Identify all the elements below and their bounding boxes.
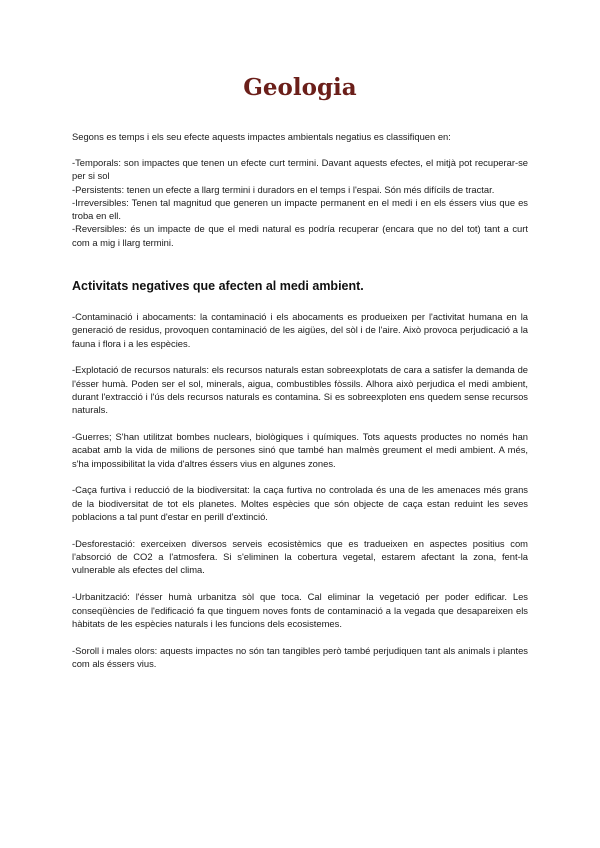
activity-desforestacio: -Desforestació: exerceixen diversos serveis ecosistèmics que es tradueixen en aspectes positius com l'absorció de CO2 a l'atmosfera. Si s'eliminen la cobertura vegetal, estarem afectant la zona, fent-la vulnerable als efectes del clima. [72,537,528,576]
activity-explotacio: -Explotació de recursos naturals: els recursos naturals estan sobreexplotats de cara a satisfer la demanda de l'ésser humà. Poden ser el sol, minerals, aigua, combustibles fòssils. Alhora això perjudica el medi ambient, durant l'extracció i l'ús dels recursos naturals es contamina. Si es sobreexploten ens quedem sense recursos naturals. [72,364,528,416]
intro-paragraph: Segons es temps i els seu efecte aquests impactes ambientals negatius es classifiquen en: [72,131,451,142]
activity-caca-furtiva: -Caça furtiva i reducció de la biodiversitat: la caça furtiva no controlada és una de les amenaces més grans de la biodiversitat de tot els planetes. Moltes espècies que són objecte de caça estan reduint les seves poblacions a tal punt d'estar en perill d'extinció. [72,484,528,523]
classification-list [72,156,528,249]
classification-persistents: -Persistents: tenen un efecte a llarg termini i duradors en el temps i l'espai. Són més difícils de tractar. [72,183,495,195]
classification-temporals: -Temporals: son impactes que tenen un efecte curt termini. Davant aquests efectes, el mitjà pot recuperar-se per si sol [72,157,528,182]
classification-reversibles: -Reversibles: és un impacte de que el medi natural es podría recuperar (encara que no del tot) tant a curt com a mig i llarg termini. [72,223,528,248]
section-heading: Activitats negatives que afecten al medi ambient. [72,279,364,293]
page-title: Geologia [243,74,357,101]
activity-urbanitzacio: -Urbanització: l'ésser humà urbanitza sòl que toca. Cal eliminar la vegetació per poder edificar. Les conseqüències de l'edificació fa que tinguem noves fonts de contaminació a la vegada que desapareixen els hàbitats de les espècies naturals i les funcions dels ecosistemes. [72,591,528,629]
classification-irreversibles: -Irreversibles: Tenen tal magnitud que generen un impacte permanent en el medi i en els éssers vius que es troba en ell. [72,196,528,222]
activities-list [72,310,528,684]
activity-contaminacio: -Contaminació i abocaments: la contaminació i els abocaments es produeixen per l'activitat humana en la generació de residus, provoquen contaminació de les aigües, del sòl i de l'aire. Això provoca perjudicació a la fauna i flora i a les espècies. [72,311,528,349]
activity-soroll: -Soroll i males olors: aquests impactes no són tan tangibles però també perjudiquen tant als animals i plantes com als éssers vius. [72,644,528,669]
activity-guerres: -Guerres; S'han utilitzat bombes nuclears, biològiques i químiques. Tots aquests productes no només han acabat amb la vida de milions de persones sinó que també han malmès greument el medi ambient. A més, s'ha impossibilitat la vida d'altres éssers vius en algunes zones. [72,431,528,469]
